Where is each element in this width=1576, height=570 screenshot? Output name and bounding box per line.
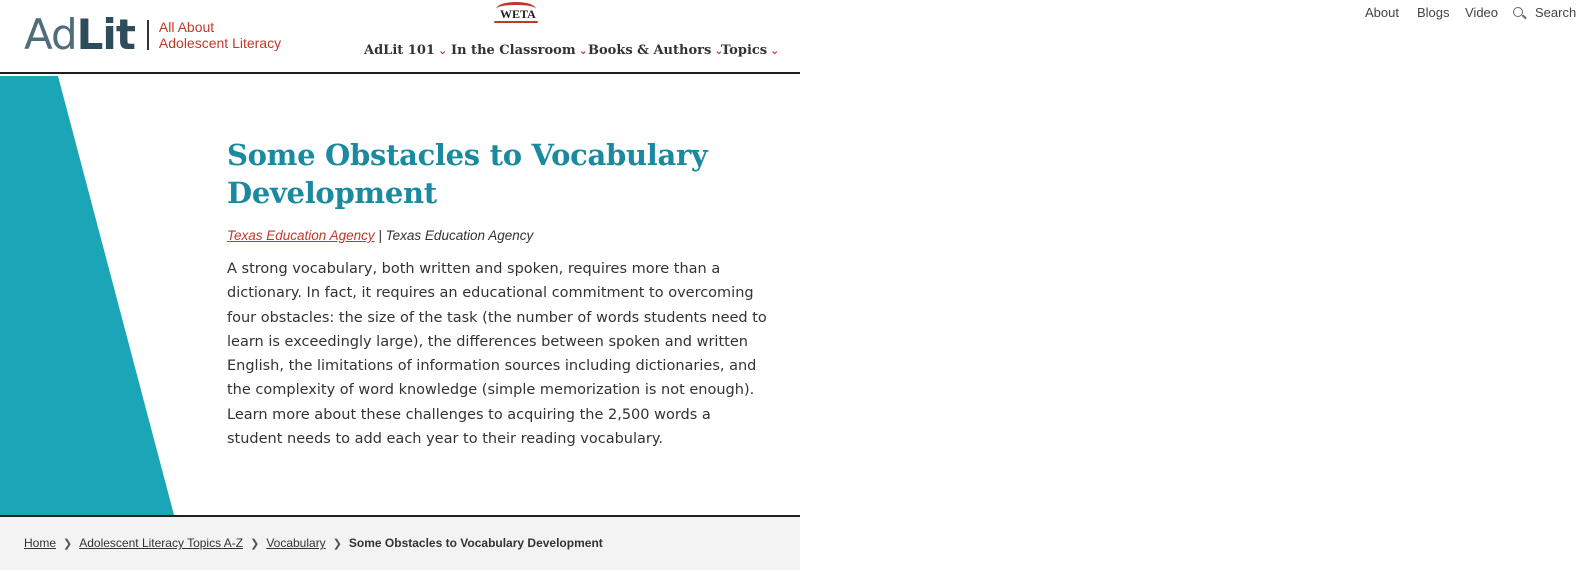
- breadcrumb: [24, 536, 603, 550]
- nav-topics[interactable]: [721, 43, 779, 58]
- nav-books-authors-label: Books & Authors: [588, 43, 712, 58]
- nav-in-the-classroom[interactable]: [451, 43, 588, 58]
- search-icon[interactable]: [1513, 7, 1523, 17]
- article-summary: A strong vocabulary, both written and spoken, requires more than a dictionary. In fact, it requires an educational commitment to overcoming four obstacles: the size of the task (the number of words students need to learn is exceedingly large), the differences between spoken and written English, the limitations of information sources including dictionaries, and the complexity of word knowledge (simple memorization is not enough). Learn more about these challenges to acquiring the 2,500 words a student needs to add each year to their reading vocabulary.: [227, 261, 767, 448]
- nav-books-authors[interactable]: [588, 43, 724, 58]
- logo-suffix: Lit: [76, 10, 135, 59]
- nav-adlit-101[interactable]: [364, 43, 447, 58]
- logo-prefix: Ad: [24, 10, 77, 59]
- weta-logo[interactable]: [492, 2, 546, 24]
- nav-about-link[interactable]: About: [1365, 5, 1399, 20]
- tagline-line2: Adolescent Literacy: [158, 35, 282, 51]
- weta-swoosh-icon: [494, 21, 538, 23]
- chevron-right-icon: ❯: [250, 537, 260, 550]
- nav-blogs-link[interactable]: Blogs: [1417, 5, 1450, 20]
- chevron-right-icon: ❯: [332, 537, 342, 550]
- site-logo[interactable]: [24, 10, 281, 60]
- breadcrumb-bar: [0, 515, 800, 570]
- logo-wordmark: [24, 10, 135, 60]
- site-tagline: [159, 19, 281, 51]
- article-hero: [0, 76, 800, 515]
- tagline-line1: All About: [158, 19, 215, 35]
- chevron-right-icon: ❯: [63, 537, 73, 550]
- breadcrumb-vocabulary[interactable]: Vocabulary: [266, 536, 326, 550]
- search-link[interactable]: Search: [1535, 5, 1576, 20]
- chevron-down-icon: ⌄: [437, 44, 448, 57]
- nav-in-the-classroom-label: In the Classroom: [451, 43, 576, 58]
- logo-divider: [147, 20, 149, 50]
- article-source: Texas Education Agency: [385, 228, 534, 243]
- breadcrumb-current: Some Obstacles to Vocabulary Development: [348, 536, 603, 550]
- article-byline: [227, 228, 777, 243]
- chevron-down-icon: ⌄: [770, 44, 780, 57]
- byline-separator: |: [378, 228, 382, 243]
- breadcrumb-topics-a-z[interactable]: Adolescent Literacy Topics A-Z: [79, 536, 244, 550]
- page-title: Some Obstacles to Vocabulary Development: [227, 138, 708, 210]
- site-header: [0, 0, 1576, 74]
- nav-video-link[interactable]: Video: [1465, 5, 1499, 20]
- nav-adlit-101-label: AdLit 101: [364, 43, 435, 58]
- author-link[interactable]: Texas Education Agency: [227, 228, 375, 243]
- breadcrumb-home[interactable]: Home: [24, 536, 57, 550]
- article-content: [227, 136, 777, 451]
- chevron-down-icon: ⌄: [714, 44, 724, 57]
- nav-topics-label: Topics: [721, 43, 768, 58]
- weta-logo-text: WETA: [500, 7, 536, 21]
- decorative-teal-band: [0, 76, 180, 515]
- chevron-down-icon: ⌄: [578, 44, 588, 57]
